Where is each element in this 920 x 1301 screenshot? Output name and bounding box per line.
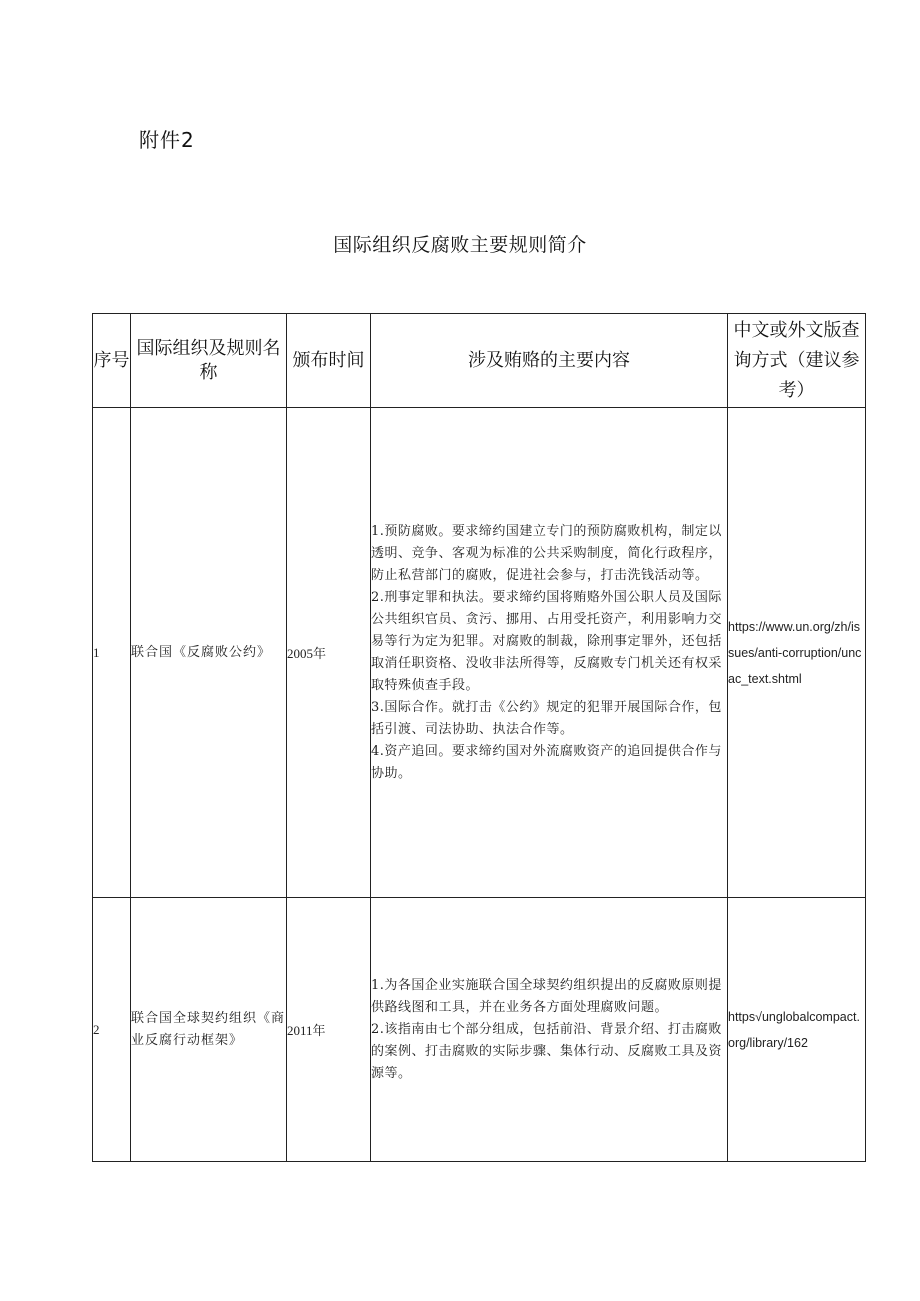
content-item: 2.该指南由七个部分组成，包括前沿、背景介绍、打击腐败的案例、打击腐败的实际步骤、集体行动、反腐败工具及资源等。 <box>371 1021 723 1081</box>
rule-url[interactable]: https://www.un.org/zh/issues/anti-corruption/uncac_text.shtml <box>728 408 866 898</box>
rule-name: 联合国全球契约组织《商业反腐行动框架》 <box>131 898 287 1162</box>
rule-year: 2005年 <box>287 408 371 898</box>
content-item: 2.刑事定罪和执法。要求缔约国将贿赂外国公职人员及国际公共组织官员、贪污、挪用、占用受托资产，利用影响力交易等行为定为犯罪。对腐败的制裁，除刑事定罪外，还包括取消任职资格、没收非法所得等，反腐败专门机关还有权采取特殊侦查手段。 <box>371 589 723 693</box>
content-item: 4.资产追回。要求缔约国对外流腐败资产的追回提供合作与协助。 <box>371 743 722 781</box>
rule-year: 2011年 <box>287 898 371 1162</box>
column-header-index: 序号 <box>93 314 131 408</box>
column-header-name: 国际组织及规则名称 <box>131 314 287 408</box>
row-index: 1 <box>93 408 131 898</box>
content-item: 1.预防腐败。要求缔约国建立专门的预防腐败机构，制定以透明、竞争、客观为标准的公共采购制度，简化行政程序，防止私营部门的腐败，促进社会参与，打击洗钱活动等。 <box>371 523 723 583</box>
content-item: 3.国际合作。就打击《公约》规定的犯罪开展国际合作，包括引渡、司法协助、执法合作等。 <box>371 699 722 737</box>
rule-content <box>371 898 728 1162</box>
attachment-label: 附件2 <box>139 128 195 152</box>
table-header-row <box>93 314 866 408</box>
content-item: 1.为各国企业实施联合国全球契约组织提出的反腐败原则提供路线图和工具，并在业务各方面处理腐败问题。 <box>371 977 722 1015</box>
column-header-content: 涉及贿赂的主要内容 <box>371 314 728 408</box>
row-index: 2 <box>93 898 131 1162</box>
rule-content <box>371 408 728 898</box>
column-header-year: 颁布时间 <box>287 314 371 408</box>
rule-url[interactable]: https√unglobalcompact.org/library/162 <box>728 898 866 1162</box>
document-title: 国际组织反腐败主要规则简介 <box>333 234 587 256</box>
table-row <box>93 408 866 898</box>
rule-name: 联合国《反腐败公约》 <box>131 408 287 898</box>
column-header-lookup: 中文或外文版查询方式（建议参考） <box>728 314 866 408</box>
table-row <box>93 898 866 1162</box>
rules-table <box>92 313 866 1162</box>
